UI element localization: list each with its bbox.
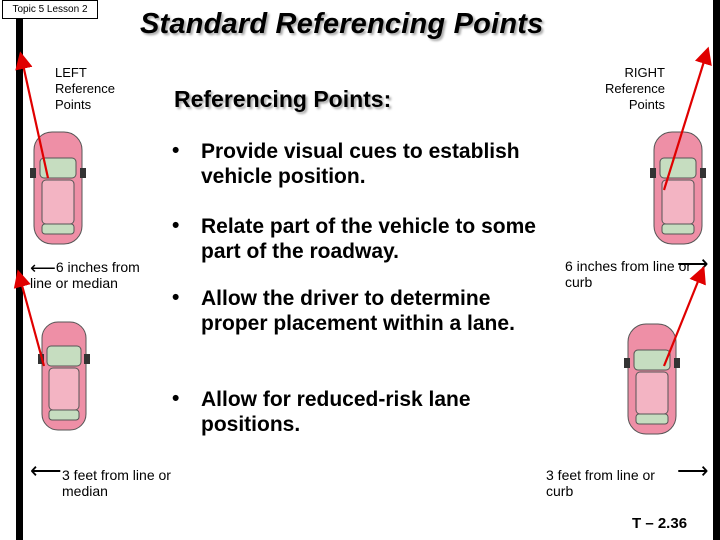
section-title: Referencing Points:: [174, 86, 392, 112]
right-arrow-icon: ⟶: [677, 251, 709, 276]
bullet-text: Allow the driver to determine proper placement within a lane.: [201, 287, 515, 335]
bullet-text: Allow for reduced-risk lane positions.: [201, 388, 471, 436]
bullet-text: Relate part of the vehicle to some part of the roadway.: [201, 215, 536, 263]
bullet-dot: •: [172, 387, 180, 410]
bullet-dot: •: [172, 214, 180, 237]
right-bottom-distance-label: 3 feet from line or curb: [546, 467, 655, 499]
right-bottom-reference-arrow: [664, 274, 701, 366]
left-top-reference-arrow: [22, 60, 48, 178]
right-reference-label: RIGHT Reference Points: [605, 65, 665, 112]
left-arrow-icon: ⟵: [30, 458, 62, 483]
topic-label: Topic 5 Lesson 2: [2, 0, 98, 19]
bullet-text: Provide visual cues to establish vehicle position.: [201, 140, 520, 188]
slide-number: T – 2.36: [632, 515, 688, 532]
left-arrow-icon: ⟵: [30, 258, 56, 278]
bullet-dot: •: [172, 139, 180, 162]
bullet-dot: •: [172, 286, 180, 309]
right-mid-distance-label: 6 inches from line or curb: [565, 258, 692, 290]
left-reference-label: LEFT Reference Points: [55, 65, 115, 112]
page-title: Standard Referencing Points: [140, 8, 544, 40]
left-bottom-distance-label: 3 feet from line or median: [62, 467, 171, 499]
left-mid-distance-label: ⟵6 inches from line or median: [30, 258, 140, 291]
left-bottom-reference-arrow: [20, 278, 44, 366]
right-arrow-icon: ⟶: [677, 458, 709, 483]
right-top-reference-arrow: [664, 55, 706, 190]
